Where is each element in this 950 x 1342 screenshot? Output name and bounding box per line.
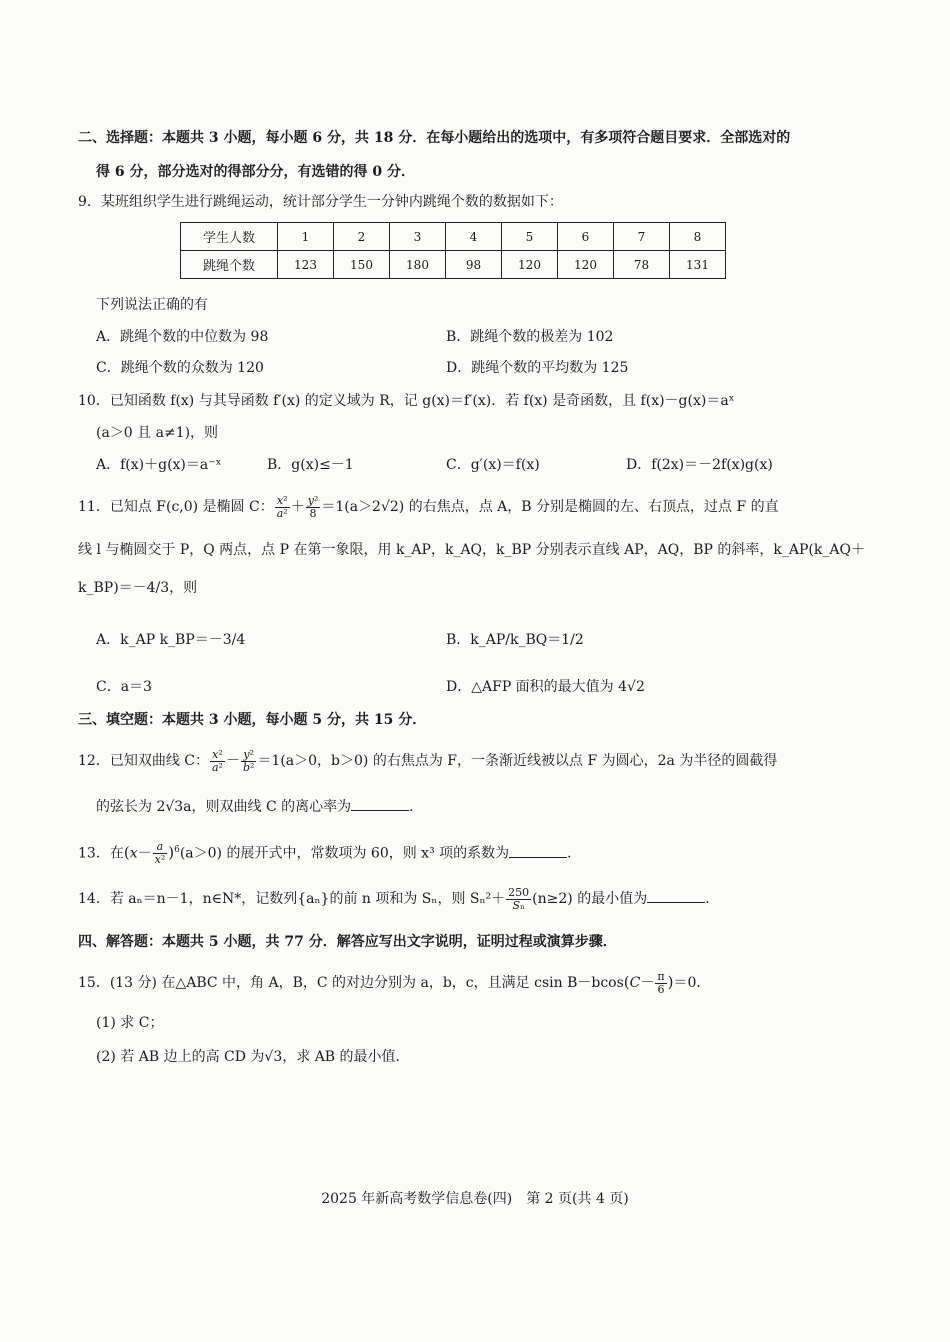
q10-option-b: B．g(x)≤－1 [267, 457, 354, 473]
q15-stem-a: 15．(13 分) 在△ABC 中，角 A，B，C 的对边分别为 a，b，c，且满足 csin B－bcos [78, 975, 624, 991]
answer-blank [509, 845, 567, 858]
table-row [181, 251, 726, 279]
fraction: $\frac{\text{x²}}{\text{a²}}$ [276, 493, 288, 520]
answer-blank [647, 890, 705, 903]
table-cell: 120 [502, 251, 558, 279]
q11-option-d: D．△AFP 面积的最大值为 4√2 [446, 679, 645, 695]
table-cell: 7 [614, 223, 670, 251]
table-row [181, 223, 726, 251]
q10-option-c: C．g′(x)＝f(x) [446, 457, 540, 473]
q11-line1-a: 11．已知点 F(c,0) 是椭圆 C： [78, 499, 274, 515]
table-cell: 6 [558, 223, 614, 251]
fraction: $\frac{\pi}{6}$ [657, 969, 665, 996]
q10-option-d: D．f(2x)＝－2f(x)g(x) [626, 457, 773, 473]
section4-title: 四、解答题：本题共 5 小题，共 77 分．解答应写出文字说明，证明过程或演算步骤． [78, 934, 617, 950]
table-cell: 150 [334, 251, 390, 279]
q15-stem-b: ＝0． [673, 975, 711, 991]
q12-line1-b: ＝1(a＞0，b＞0) 的右焦点为 F，一条渐近线被以点 F 为圆心，2a 为半径的圆截得 [257, 753, 778, 769]
q13-text-b: (a＞0) 的展开式中，常数项为 60，则 x³ 项的系数为 [179, 845, 510, 862]
fraction: $\frac{\text{y²}}{\text{b²}}$ [242, 747, 255, 774]
table-header-students: 学生人数 [181, 223, 278, 251]
table-cell: 2 [334, 223, 390, 251]
q12-line2: 的弦长为 2√3a，则双曲线 C 的离心率为 ． [96, 799, 424, 815]
table-cell: 8 [670, 223, 726, 251]
q11-line1-b: ＝1(a＞2√2) 的右焦点，点 A，B 分别是椭圆的左、右顶点，过点 F 的直 [321, 499, 779, 515]
fraction: $\frac{250}{\text{Sₙ}}$ [508, 885, 530, 912]
q11-line1: 11．已知点 F(c,0) 是椭圆 C： $\frac{\text{x²}}{\text{a²}}$ ＋ $\frac{\text{y²}}{8}$ ＝1(a＞2√2) 的右焦点，点 A，B 分别是椭圆的左、右顶点，过点 F 的直 [78, 493, 779, 520]
q14-line: 14．若 aₙ＝n－1，n∈N*，记数列{aₙ}的前 n 项和为 Sₙ，则 Sₙ²＋ $\frac{250}{\text{Sₙ}}$ (n≥2) 的最小值为 ． [78, 885, 720, 912]
q11-option-b: B．k_AP/k_BQ＝1/2 [446, 632, 584, 648]
fraction: $\frac{\text{y²}}{8}$ [307, 493, 319, 520]
section2-title-line2: 得 6 分，部分选对的得部分分，有选错的得 0 分． [96, 164, 415, 180]
section2-title-line1: 二、选择题：本题共 3 小题，每小题 6 分，共 18 分．在每小题给出的选项中，有多项符合题目要求．全部选对的 [78, 130, 791, 146]
table-header-count: 跳绳个数 [181, 251, 278, 279]
table-cell: 180 [390, 251, 446, 279]
q10-line2: (a＞0 且 a≠1)，则 [96, 425, 219, 441]
q12-line2-text: 的弦长为 2√3a，则双曲线 C 的离心率为 [96, 799, 352, 815]
table-cell: 1 [278, 223, 334, 251]
q10-option-a: A．f(x)＋g(x)＝a⁻ˣ [96, 457, 222, 473]
q13-text-a: 13．在 [78, 845, 124, 862]
q9-table [180, 222, 726, 279]
q11-option-a: A．k_AP k_BP＝－3/4 [96, 632, 246, 648]
q15-part1: (1) 求 C； [96, 1015, 164, 1031]
q14-text-a: 14．若 aₙ＝n－1，n∈N*，记数列{aₙ}的前 n 项和为 Sₙ，则 Sₙ²＋ [78, 891, 506, 907]
q9-prompt: 下列说法正确的有 [96, 297, 208, 313]
fraction: $\frac{a}{\text{x²}}$ [154, 840, 166, 867]
q14-text-b: (n≥2) 的最小值为 [532, 891, 648, 907]
table-cell: 123 [278, 251, 334, 279]
q12-line1: 12．已知双曲线 C： $\frac{\text{x²}}{\text{a²}}$ － $\frac{\text{y²}}{\text{b²}}$ ＝1(a＞0，b＞0) 的右焦点为 F，一条渐近线被以点 F 为圆心，2a 为半径的圆截得 [78, 747, 778, 774]
table-cell: 3 [390, 223, 446, 251]
table-cell: 120 [558, 251, 614, 279]
q9-option-d: D．跳绳个数的平均数为 125 [446, 360, 629, 376]
fraction: $\frac{\text{x²}}{\text{a²}}$ [211, 747, 223, 774]
q15-stem: 15．(13 分) 在△ABC 中，角 A，B，C 的对边分别为 a，b，c，且满足 csin B－bcos(C－ $\frac{\pi}{6}$ )＝0． [78, 969, 711, 996]
section3-title: 三、填空题：本题共 3 小题，每小题 5 分，共 15 分． [78, 712, 427, 728]
q13-line: 13．在(x－ $\frac{a}{\text{x²}}$ )$^6$(a＞0) 的展开式中，常数项为 60，则 x³ 项的系数为 ． [78, 840, 582, 867]
table-cell: 98 [446, 251, 502, 279]
q9-stem: 9．某班组织学生进行跳绳运动，统计部分学生一分钟内跳绳个数的数据如下： [78, 194, 563, 210]
q15-part2: (2) 若 AB 边上的高 CD 为√3，求 AB 的最小值． [96, 1049, 410, 1065]
q11-line3: k_BP)＝－4/3，则 [78, 580, 198, 596]
table-cell: 4 [446, 223, 502, 251]
table-cell: 5 [502, 223, 558, 251]
page-footer: 2025 年新高考数学信息卷(四) 第 2 页(共 4 页) [321, 1191, 629, 1207]
q10-line1: 10．已知函数 f(x) 与其导函数 f′(x) 的定义域为 R，记 g(x)＝f′(x)．若 f(x) 是奇函数，且 f(x)－g(x)＝aˣ [78, 393, 735, 409]
q9-option-c: C．跳绳个数的众数为 120 [96, 360, 264, 376]
q11-line2: 线 l 与椭圆交于 P，Q 两点，点 P 在第一象限，用 k_AP，k_AQ，k_BP 分别表示直线 AP，AQ，BP 的斜率，k_AP(k_AQ＋ [78, 542, 865, 558]
table-cell: 78 [614, 251, 670, 279]
q9-option-a: A．跳绳个数的中位数为 98 [96, 329, 269, 345]
q9-option-b: B．跳绳个数的极差为 102 [446, 329, 614, 345]
q11-option-c: C．a＝3 [96, 679, 152, 695]
answer-blank [351, 798, 409, 811]
q12-line1-a: 12．已知双曲线 C： [78, 753, 209, 769]
table-cell: 131 [670, 251, 726, 279]
